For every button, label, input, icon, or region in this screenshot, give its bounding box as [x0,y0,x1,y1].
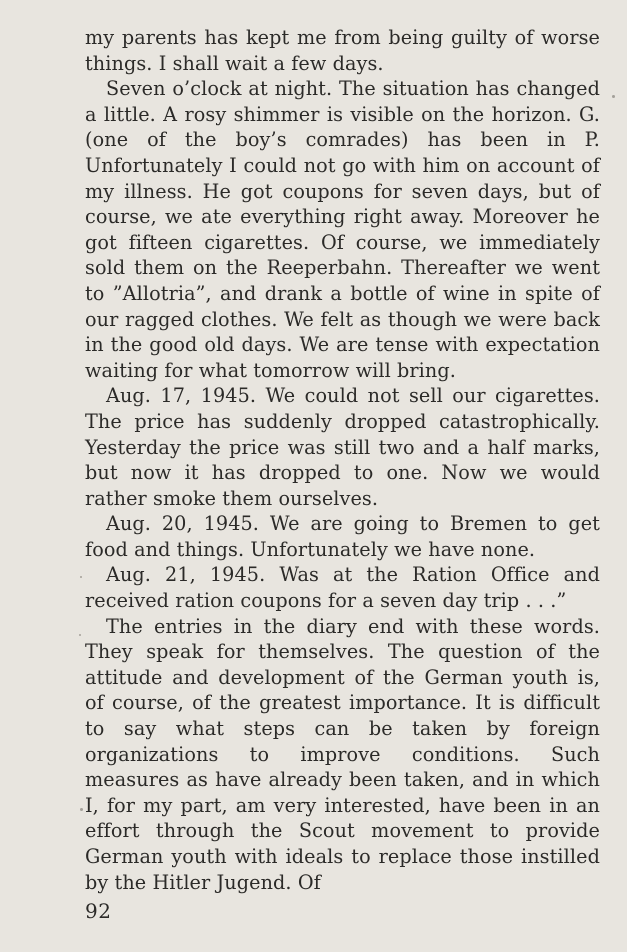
page-number: 92 [85,899,112,923]
paper-speck [80,808,83,811]
paragraph-aug-21: Aug. 21, 1945. Was at the Ration Office and received ration coupons for a seven day trip . . .” [85,563,600,613]
paper-speck [612,95,615,98]
paragraph-seven-oclock: Seven o’clock at night. The situation has changed a little. A rosy shimmer is visible on the horizon. G. (one of the boy’s comrades) has been in P. Unfortunately I could not go with him on account of my illness. He got coupons for seven days, but of course, we ate everything right away. Moreover he got fifteen cigarettes. Of course, we immediately sold them on the Reeperbahn. Thereafter we went to ”Allotria”, and drank a bottle of wine in spite of our ragged clothes. We felt as though we were back in the good old days. We are tense with expectation waiting for what tomorrow will bring. [85,77,600,382]
paper-speck [80,576,82,578]
paragraph-continued: my parents has kept me from being guilty of worse things. I shall wait a few days. [85,26,600,75]
paragraph-diary-end: The entries in the diary end with these words. They speak for themselves. The question of the attitude and development of the German youth is, of course, of the greatest importance. It is difficult to say what steps can be taken by foreign organizations to improve conditions. Such measures as have already been taken, and in which I, for my part, am very interested, have been in an effort through the Scout movement to provide German youth with ideals to replace those instilled by the Hitler Jugend. Of [85,614,600,894]
paper-speck [79,634,81,636]
paragraph-aug-17: Aug. 17, 1945. We could not sell our cigarettes. The price has suddenly dropped catastrophically. Yesterday the price was still two and a half marks, but now it has dropped to one. Now we would rather smoke them ourselves. [85,384,600,510]
paragraph-aug-20: Aug. 20, 1945. We are going to Bremen to get food and things. Unfortunately we have none. [85,512,600,561]
body-text [85,25,600,895]
